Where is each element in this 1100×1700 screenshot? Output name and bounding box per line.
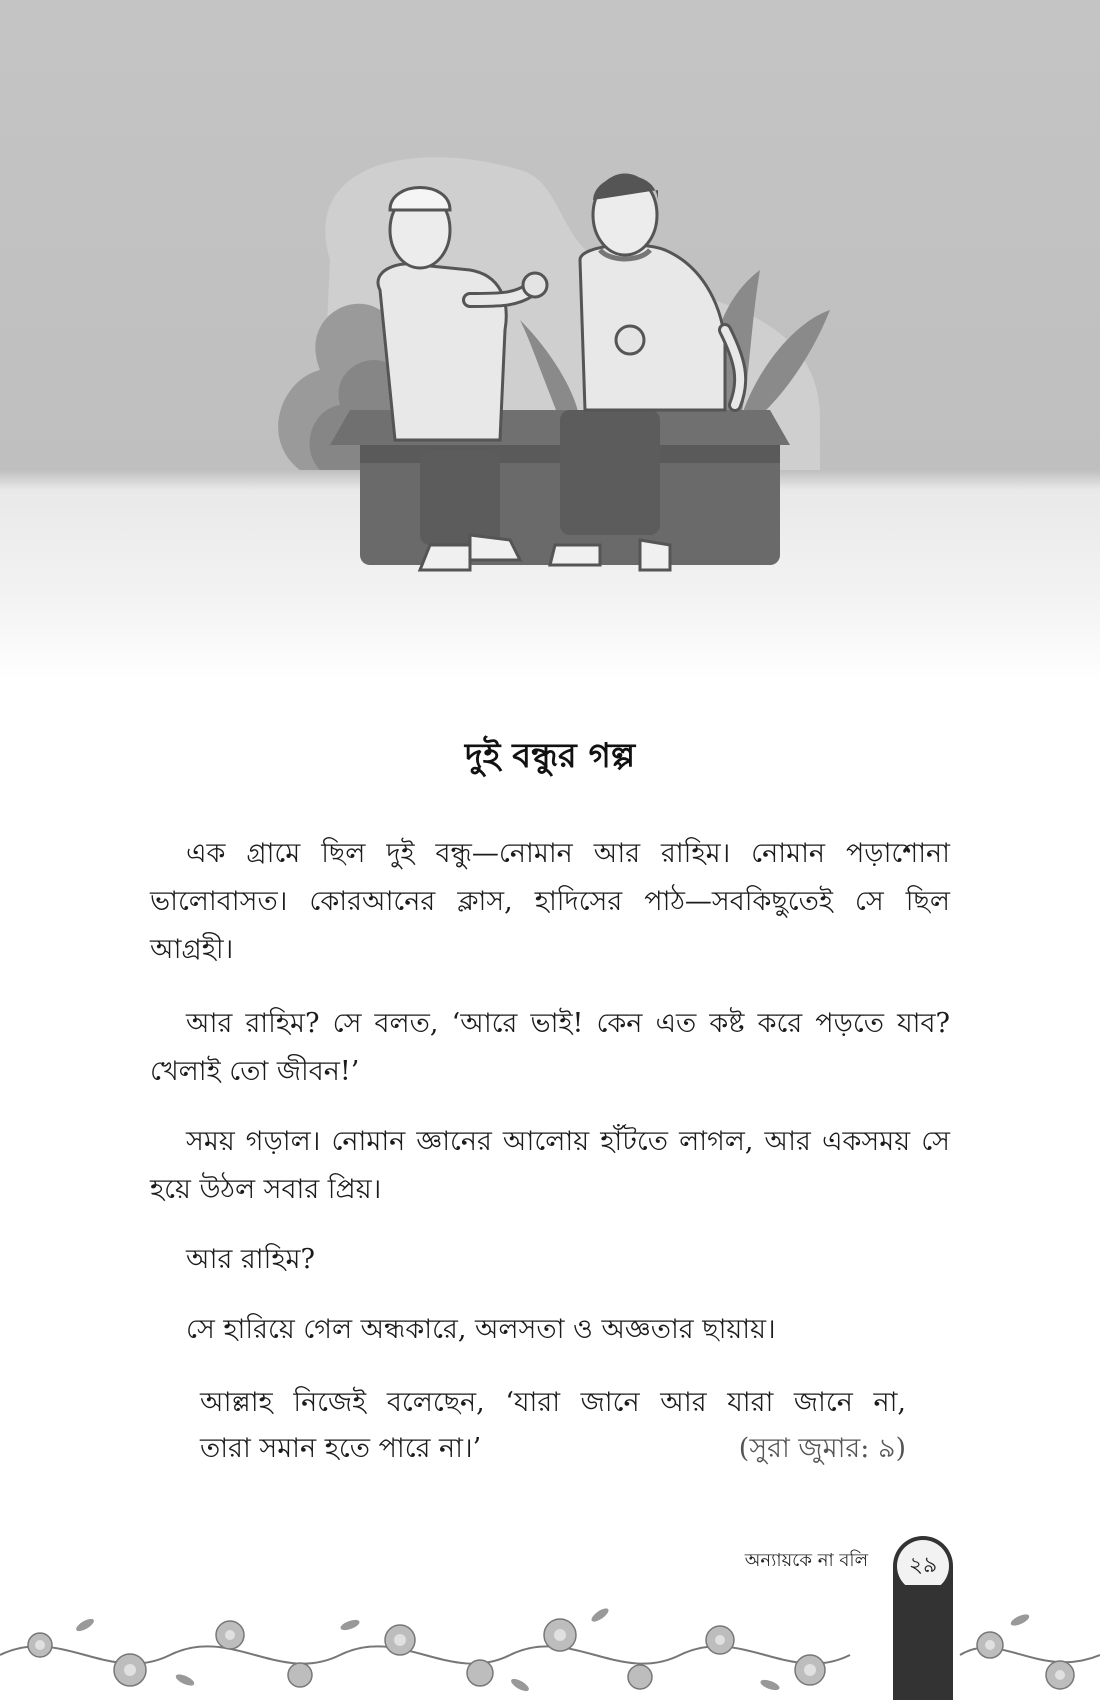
page-number: ২৯	[897, 1540, 949, 1592]
illustration-banner	[0, 0, 1100, 680]
paragraph-4: আর রাহিম?	[186, 1244, 315, 1275]
floral-border-decoration	[0, 1585, 1100, 1700]
paragraph-3: সময় গড়াল। নোমান জ্ঞানের আলোয় হাঁটতে লাগল, আর একসময় সে হয়ে উঠল সবার প্রিয়।	[150, 1126, 950, 1205]
two-friends-sitting-on-bench-illustration	[0, 0, 1100, 680]
quote-reference: (সুরা জুমার: ৯)	[738, 1433, 906, 1464]
quote-line-2-row	[200, 1426, 906, 1472]
paragraph-5: সে হারিয়ে গেল অন্ধকারে, অলসতা ও অজ্ঞতার ছায়ায়।	[186, 1314, 776, 1345]
story-title: দুই বন্ধুর গল্প	[464, 736, 636, 776]
paragraph-1: এক গ্রামে ছিল দুই বন্ধু—নোমান আর রাহিম। নোমান পড়াশোনা ভালোবাসত। কোরআনের ক্লাস, হাদিসের পাঠ—সবকিছুতেই সে ছিল আগ্রহী।	[150, 838, 950, 965]
quote-line-2: তারা সমান হতে পারে না।’	[200, 1433, 482, 1464]
running-title: অন্যায়কে না বলি	[744, 1550, 868, 1571]
quote-line-1: আল্লাহ নিজেই বলেছেন, ‘যারা জানে আর যারা জানে না,	[200, 1387, 906, 1418]
quran-quote	[200, 1380, 906, 1472]
paragraph-2: আর রাহিম? সে বলত, ‘আরে ভাই! কেন এত কষ্ট করে পড়তে যাব? খেলাই তো জীবন!’	[150, 1008, 950, 1087]
